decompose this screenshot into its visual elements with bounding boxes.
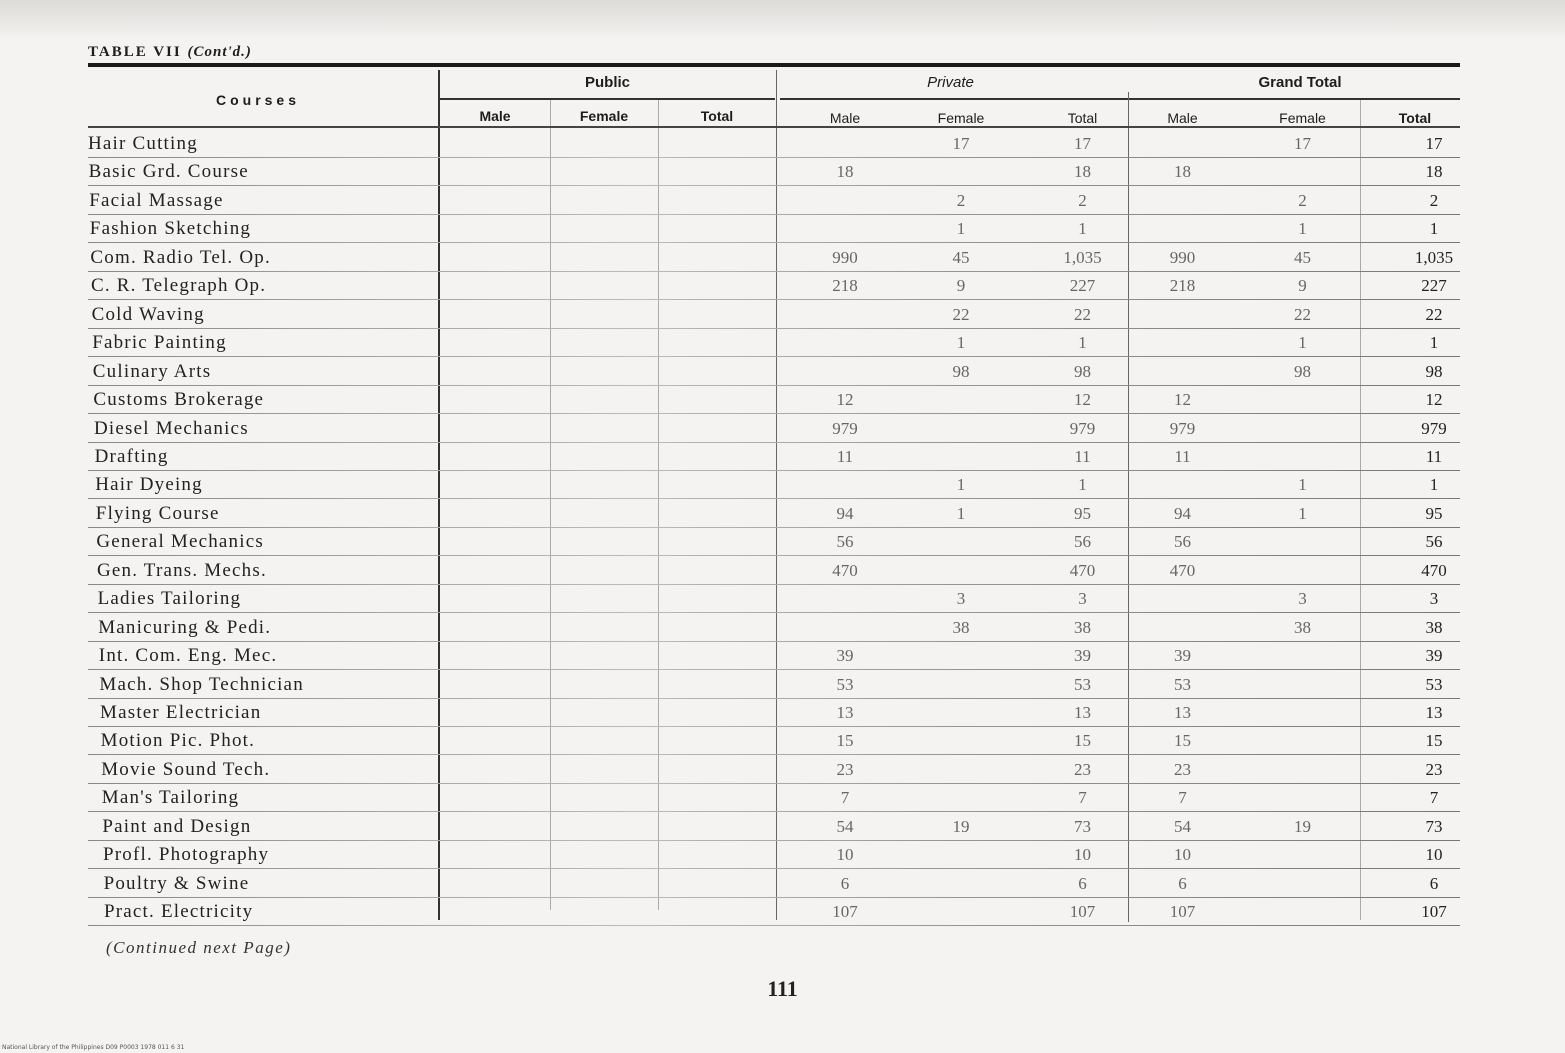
cell-private-total: 1	[1078, 219, 1087, 239]
cell-gt-female: 9	[1298, 276, 1307, 296]
table-row	[88, 244, 1460, 272]
cell-private-male: 94	[836, 503, 854, 523]
sub-header-gt-male: Male	[1167, 110, 1198, 126]
cell-gt-male: 7	[1178, 788, 1187, 808]
cell-course: Basic Grd. Course	[88, 161, 249, 183]
table-row	[88, 813, 1460, 841]
cell-private-male: 12	[836, 390, 854, 410]
cell-gt-male	[1130, 187, 1235, 215]
sub-header-gt-total: Total	[1398, 110, 1432, 126]
cell-gt-total: 107	[1421, 902, 1447, 922]
cell-gt-total: 1	[1429, 333, 1439, 353]
cell-gt-male: 94	[1174, 503, 1191, 523]
cell-private-male: 990	[832, 247, 858, 267]
cell-private-male: 23	[836, 759, 854, 779]
cell-course: Motion Pic. Phot.	[100, 730, 256, 752]
table-row	[88, 898, 1460, 926]
cell-gt-male: 54	[1174, 816, 1191, 836]
cell-gt-total: 2	[1429, 190, 1439, 210]
cell-gt-total: 23	[1425, 759, 1443, 779]
cell-private-female	[905, 870, 1017, 898]
cell-private-female	[905, 415, 1017, 443]
cell-gt-female: 1	[1298, 475, 1307, 495]
cell-gt-total: 38	[1425, 617, 1443, 637]
cell-course: Fabric Painting	[92, 332, 227, 354]
cell-private-female	[905, 386, 1017, 414]
table-row	[88, 784, 1460, 812]
cell-gt-male: 13	[1174, 703, 1191, 722]
cell-private-male: 107	[832, 902, 858, 922]
header-courses: Courses	[215, 92, 301, 108]
cell-gt-total: 11	[1425, 446, 1443, 466]
cell-course: Profl. Photography	[103, 844, 270, 866]
cell-private-male	[780, 329, 910, 357]
cell-private-male	[780, 471, 910, 499]
cell-gt-female	[1245, 756, 1360, 784]
cell-course: Diesel Mechanics	[94, 417, 249, 439]
cell-gt-total: 6	[1429, 873, 1439, 893]
cell-private-total: 1	[1078, 333, 1087, 353]
sub-header-gt-female: Female	[1279, 110, 1326, 126]
cell-gt-total: 227	[1421, 276, 1447, 296]
cell-gt-female	[1245, 557, 1360, 585]
cell-course: Flying Course	[95, 502, 220, 524]
sub-header-private-total: Total	[1067, 110, 1098, 126]
cell-course: Hair Cutting	[88, 133, 198, 154]
footnote: (Continued next Page)	[106, 938, 292, 957]
private-grand-group-rule	[780, 98, 1460, 100]
sub-header-public-total: Total	[700, 108, 734, 124]
cell-private-total: 17	[1074, 134, 1091, 153]
cell-private-male: 39	[836, 646, 854, 666]
cell-private-female	[905, 756, 1017, 784]
cell-gt-female	[1245, 898, 1360, 926]
cell-gt-female: 98	[1294, 361, 1311, 381]
cell-gt-male: 218	[1169, 276, 1196, 296]
cell-private-female: 1	[956, 333, 966, 353]
sub-header-public-male: Male	[479, 108, 511, 124]
cell-private-total: 2	[1078, 190, 1087, 210]
table-row	[88, 215, 1460, 243]
cell-private-male: 11	[836, 446, 854, 466]
cell-gt-total: 1	[1429, 475, 1439, 495]
cell-gt-female	[1245, 443, 1360, 471]
cell-private-male: 56	[836, 532, 854, 552]
cell-gt-male: 18	[1174, 162, 1191, 182]
cell-gt-female: 2	[1298, 190, 1307, 210]
cell-private-female	[905, 898, 1017, 926]
cell-course: Ladies Tailoring	[97, 588, 242, 610]
cell-gt-male	[1130, 614, 1235, 642]
cell-private-male	[780, 187, 910, 215]
table-row	[88, 642, 1460, 670]
cell-gt-female	[1245, 699, 1360, 727]
cell-private-total: 227	[1069, 276, 1096, 296]
sub-header-private-male: Male	[829, 110, 861, 126]
cell-gt-female	[1245, 528, 1360, 556]
cell-gt-male: 39	[1174, 646, 1191, 666]
cell-private-female: 1	[956, 503, 966, 523]
cell-private-total: 53	[1074, 674, 1091, 694]
table-row	[88, 500, 1460, 528]
cell-private-total: 22	[1074, 304, 1091, 324]
cell-gt-male: 15	[1174, 731, 1191, 751]
cell-private-male: 10	[836, 845, 854, 865]
cell-gt-total: 1,035	[1414, 247, 1454, 267]
cell-private-total: 470	[1069, 560, 1096, 580]
cell-gt-total: 56	[1425, 532, 1443, 552]
table-row	[88, 841, 1460, 869]
row-rule	[88, 925, 1460, 926]
cell-private-female: 38	[952, 617, 970, 637]
cell-private-female	[905, 642, 1017, 670]
cell-course: Culinary Arts	[92, 360, 212, 382]
cell-gt-male: 23	[1174, 759, 1191, 779]
cell-gt-female	[1245, 784, 1360, 812]
cell-gt-female	[1245, 870, 1360, 898]
cell-gt-total: 73	[1425, 816, 1443, 836]
table-row	[88, 727, 1460, 755]
table-row	[88, 301, 1460, 329]
cell-gt-male: 979	[1169, 418, 1196, 438]
cell-gt-total: 53	[1425, 674, 1443, 694]
cell-course: Gen. Trans. Mechs.	[97, 559, 267, 581]
table-row	[88, 671, 1460, 699]
cell-gt-female	[1245, 415, 1360, 443]
cell-private-male: 6	[840, 873, 850, 893]
cell-private-total: 56	[1074, 532, 1091, 552]
cell-private-total: 6	[1078, 873, 1087, 893]
table-row	[88, 614, 1460, 642]
cell-gt-male	[1130, 471, 1235, 499]
cell-gt-male: 53	[1174, 674, 1191, 694]
cell-gt-total: 1	[1429, 219, 1439, 239]
cell-gt-total: 39	[1425, 646, 1443, 666]
cell-private-total: 3	[1078, 589, 1087, 609]
sub-header-public-female: Female	[579, 108, 629, 124]
cell-gt-male	[1130, 358, 1235, 386]
cell-gt-male	[1130, 329, 1235, 357]
sub-header-private-female: Female	[937, 110, 985, 126]
cell-course: Facial Massage	[89, 189, 224, 211]
table-row	[88, 130, 1460, 158]
public-group-rule	[440, 98, 775, 100]
cell-private-male	[780, 358, 910, 386]
cell-course: Mach. Shop Technician	[99, 673, 304, 695]
cell-gt-total: 470	[1421, 560, 1447, 580]
cell-gt-total: 12	[1425, 390, 1443, 410]
cell-private-male	[780, 585, 910, 613]
cell-private-female	[905, 557, 1017, 585]
cell-gt-total: 98	[1425, 361, 1443, 381]
cell-private-female	[905, 727, 1017, 755]
cell-private-female: 45	[952, 247, 970, 267]
cell-private-total: 39	[1074, 646, 1091, 666]
table-row	[88, 585, 1460, 613]
cell-gt-female	[1245, 386, 1360, 414]
cell-private-female	[905, 784, 1017, 812]
cell-gt-total: 7	[1429, 788, 1439, 808]
cell-private-female: 1	[956, 219, 966, 239]
cell-private-female: 22	[952, 304, 970, 324]
cell-gt-male: 10	[1174, 845, 1191, 865]
table-row	[88, 471, 1460, 499]
cell-gt-male: 12	[1174, 390, 1191, 410]
table-row	[88, 756, 1460, 784]
cell-gt-total: 10	[1425, 845, 1443, 865]
cell-gt-female: 1	[1298, 219, 1307, 239]
cell-private-total: 7	[1078, 788, 1087, 808]
cell-gt-female	[1245, 727, 1360, 755]
cell-gt-male: 470	[1169, 560, 1196, 580]
cell-private-male: 18	[836, 162, 854, 182]
cell-course: Pract. Electricity	[104, 901, 254, 923]
cell-course: Hair Dyeing	[95, 474, 203, 496]
cell-gt-female: 1	[1298, 333, 1307, 353]
cell-gt-male: 107	[1169, 902, 1196, 922]
cell-course: Manicuring & Pedi.	[98, 616, 272, 638]
table-row	[88, 443, 1460, 471]
cell-private-total: 73	[1074, 816, 1091, 836]
cell-course: C. R. Telegraph Op.	[91, 275, 267, 297]
cell-private-female	[905, 841, 1017, 869]
cell-private-total: 979	[1069, 418, 1096, 438]
page-number: 111	[767, 976, 798, 1001]
table-title	[88, 44, 252, 61]
cell-private-female	[905, 158, 1017, 186]
scan-credit: National Library of the Philippines D09 P0003 1978 011 6 31	[2, 1044, 185, 1051]
cell-gt-female: 22	[1294, 304, 1311, 324]
cell-course: Fashion Sketching	[89, 218, 252, 240]
cell-private-female: 9	[956, 276, 966, 296]
cell-gt-male	[1130, 301, 1235, 329]
cell-private-total: 11	[1074, 446, 1091, 466]
cell-gt-total: 15	[1425, 731, 1443, 751]
cell-private-male: 15	[836, 731, 854, 751]
cell-private-total: 1	[1078, 475, 1087, 495]
cell-private-female: 19	[952, 816, 970, 836]
header-private: Private	[927, 74, 974, 91]
cell-course: Drafting	[94, 445, 169, 467]
cell-gt-female	[1245, 642, 1360, 670]
cell-gt-total: 22	[1425, 304, 1443, 324]
cell-gt-total: 3	[1429, 589, 1439, 609]
cell-private-male: 53	[836, 674, 854, 694]
cell-private-male: 218	[832, 276, 858, 296]
cell-gt-female: 38	[1294, 617, 1311, 637]
cell-private-male	[780, 130, 910, 158]
cell-course: Customs Brokerage	[93, 389, 265, 411]
cell-private-female: 17	[952, 134, 970, 153]
cell-gt-total: 979	[1421, 418, 1447, 438]
table-row	[88, 870, 1460, 898]
cell-private-total: 18	[1074, 162, 1091, 182]
header-rule	[88, 126, 1460, 128]
table-row	[88, 528, 1460, 556]
cell-gt-female	[1245, 158, 1360, 186]
cell-private-total: 23	[1074, 759, 1091, 779]
cell-private-total: 107	[1069, 902, 1096, 922]
cell-gt-female: 19	[1294, 816, 1311, 836]
header-public: Public	[584, 74, 630, 91]
cell-gt-total: 95	[1425, 503, 1443, 523]
cell-private-female	[905, 671, 1017, 699]
table-row	[88, 557, 1460, 585]
cell-gt-total: 18	[1425, 162, 1443, 182]
cell-gt-female: 17	[1294, 134, 1311, 153]
cell-private-female	[905, 528, 1017, 556]
table-row	[88, 358, 1460, 386]
cell-gt-male	[1130, 215, 1235, 243]
table-row	[88, 386, 1460, 414]
cell-private-female: 2	[956, 190, 966, 210]
cell-private-total: 98	[1074, 361, 1091, 381]
cell-private-female: 3	[956, 589, 966, 609]
cell-gt-male	[1130, 585, 1235, 613]
cell-private-female	[905, 443, 1017, 471]
top-rule	[88, 63, 1460, 67]
cell-private-total: 15	[1074, 731, 1091, 751]
cell-course: Man's Tailoring	[101, 787, 240, 809]
cell-gt-male	[1130, 130, 1235, 158]
table-title-main: TABLE VII	[88, 44, 182, 60]
cell-gt-total: 17	[1425, 134, 1443, 153]
cell-course: Master Electrician	[100, 702, 262, 723]
cell-private-female	[905, 699, 1017, 727]
cell-private-male	[780, 614, 910, 642]
table-row	[88, 272, 1460, 300]
cell-gt-female	[1245, 671, 1360, 699]
cell-course: Com. Radio Tel. Op.	[90, 246, 271, 268]
table-row	[88, 187, 1460, 215]
cell-private-male: 54	[836, 816, 854, 836]
cell-private-female: 1	[956, 475, 966, 495]
cell-course: Paint and Design	[102, 815, 252, 837]
cell-gt-female: 45	[1294, 247, 1311, 267]
table-title-contd: (Cont'd.)	[187, 44, 252, 60]
table-row	[88, 329, 1460, 357]
header-grand-total: Grand Total	[1258, 74, 1342, 91]
cell-gt-male: 6	[1178, 873, 1187, 893]
cell-course: Int. Com. Eng. Mec.	[98, 645, 278, 667]
cell-private-total: 10	[1074, 845, 1091, 865]
table-row	[88, 158, 1460, 186]
cell-private-total: 38	[1074, 617, 1091, 637]
table-row	[88, 699, 1460, 727]
cell-private-male	[780, 301, 910, 329]
cell-private-female: 98	[952, 361, 970, 381]
cell-course: Cold Waving	[91, 303, 205, 325]
cell-course: Movie Sound Tech.	[101, 758, 271, 780]
cell-private-total: 1,035	[1063, 247, 1102, 267]
cell-gt-total: 13	[1425, 703, 1443, 722]
cell-private-total: 13	[1074, 703, 1091, 722]
table-row	[88, 415, 1460, 443]
cell-gt-male: 11	[1174, 446, 1191, 466]
cell-private-male: 7	[840, 788, 850, 808]
cell-gt-female: 3	[1298, 589, 1307, 609]
cell-private-male: 979	[832, 418, 858, 438]
cell-gt-female	[1245, 841, 1360, 869]
cell-private-total: 95	[1074, 503, 1091, 523]
cell-course: General Mechanics	[96, 531, 264, 553]
cell-gt-male: 56	[1174, 532, 1191, 552]
cell-private-male: 13	[836, 703, 854, 722]
cell-course: Poultry & Swine	[103, 872, 250, 894]
cell-gt-male: 990	[1169, 247, 1196, 267]
cell-gt-female: 1	[1298, 503, 1307, 523]
scan-shadow	[0, 0, 1565, 40]
cell-private-total: 12	[1074, 390, 1091, 410]
cell-private-male	[780, 215, 910, 243]
cell-private-male: 470	[832, 560, 858, 580]
